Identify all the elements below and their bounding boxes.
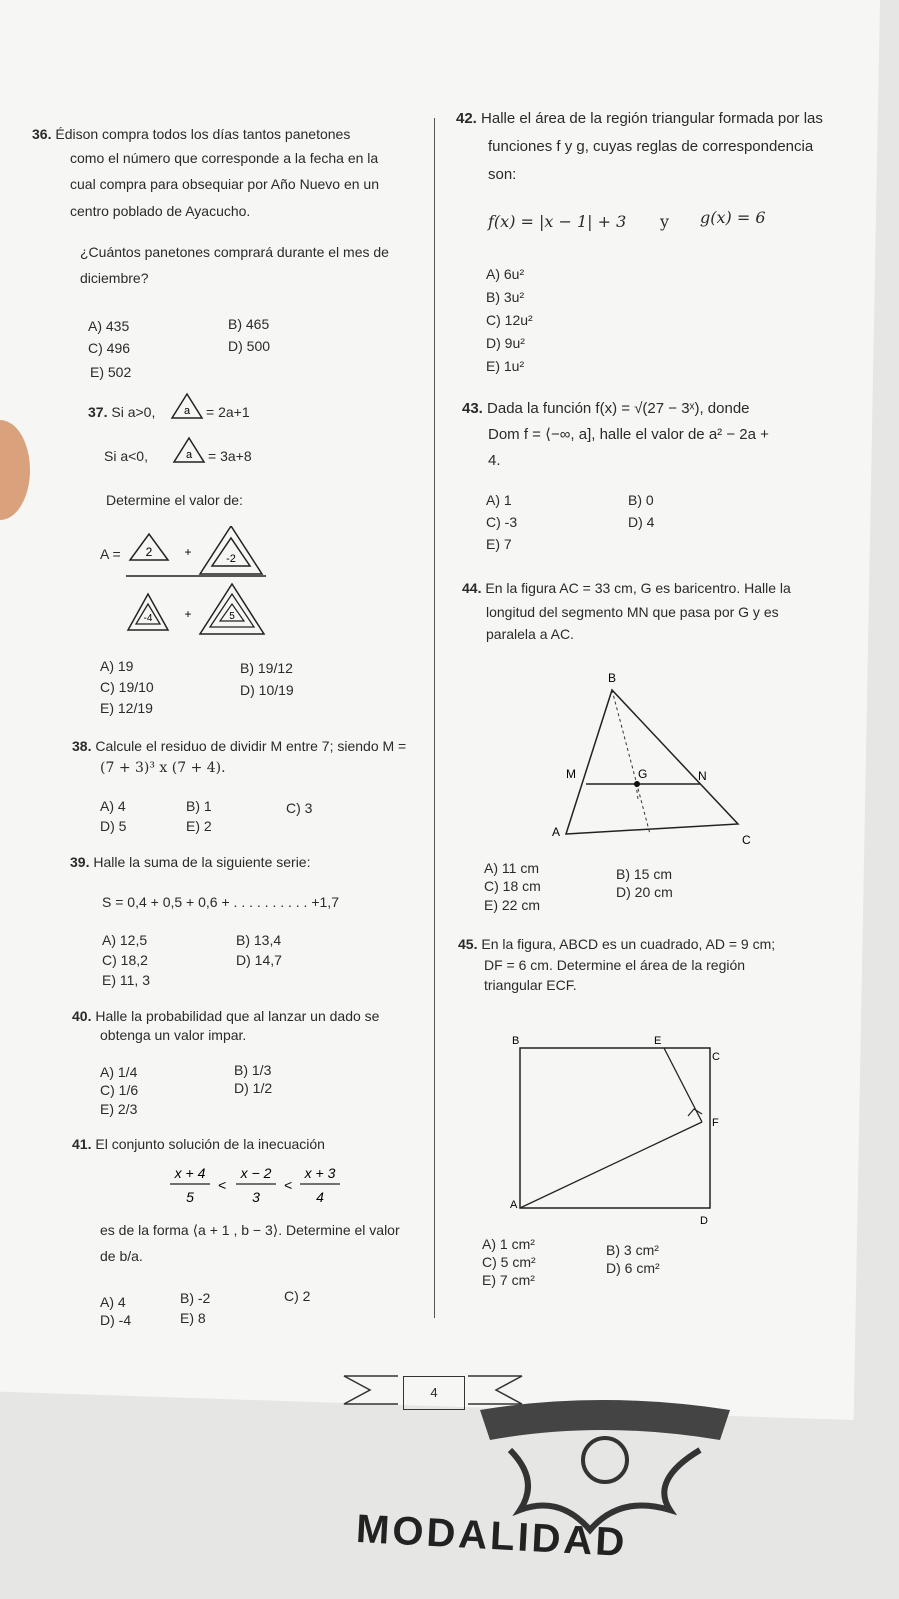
question-number: 42. (456, 110, 477, 127)
vertex-label: B (512, 1035, 520, 1047)
option-b: B) 3 cm² (606, 1242, 659, 1258)
question-text-line: En la figura AC = 33 cm, G es baricentro. Halle la (485, 580, 791, 596)
column-divider (434, 118, 435, 1318)
option-b: B) 13,4 (236, 932, 282, 948)
option-a: A) 19 (100, 658, 134, 674)
nested-triangle-fraction (126, 526, 276, 638)
question-text-line: Dom f = ⟨−∞, a], halle el valor de a² − 2a + (488, 426, 769, 443)
question-text-line: centro poblado de Ayacucho. (70, 203, 251, 219)
option-a: A) 11 cm (484, 860, 539, 876)
vertex-label: A (552, 825, 561, 839)
question-text-line: longitud del segmento MN que pasa por G y es (486, 604, 779, 620)
triangle-operator-icon (172, 436, 206, 464)
question-45 (458, 934, 775, 955)
question-text-line: (7̇ + 3)³ x (7̇ + 4). (100, 760, 226, 776)
page-number: 4 (403, 1376, 465, 1410)
vertex-label: F (712, 1117, 719, 1129)
option-e: E) 7 cm² (482, 1272, 535, 1288)
svg-text:+: + (184, 607, 192, 621)
a-label: A = (100, 546, 121, 562)
condition-2: Si a<0, (104, 448, 148, 464)
option-c: C) 1/6 (100, 1082, 139, 1098)
option-d: D) 1/2 (234, 1080, 273, 1096)
option-a: A) 6u² (486, 266, 525, 282)
fraction-numerator: x + 3 (304, 1165, 336, 1181)
formula-f: f(x) = |x − 1| + 3 (488, 212, 627, 231)
question-42 (456, 108, 823, 129)
option-b: B) 19/12 (240, 660, 293, 676)
vertex-label: G (638, 767, 648, 781)
option-e: E) 7 (486, 536, 512, 552)
condition-1-rule: = 2a+1 (206, 404, 250, 420)
vertex-label: B (608, 671, 617, 685)
question-number: 36. (32, 126, 52, 142)
option-d: D) 20 cm (616, 884, 673, 900)
inequality-formula (160, 1160, 360, 1210)
question-number: 41. (72, 1136, 92, 1152)
fraction-denominator: 3 (252, 1189, 260, 1205)
question-text-line: funciones f y g, cuyas reglas de correspondencia (488, 138, 814, 155)
question-text-line: es de la forma ⟨a + 1 , b − 3⟩. Determine el valor (100, 1222, 400, 1238)
less-than: < (283, 1177, 293, 1193)
question-number: 38. (72, 738, 92, 754)
less-than: < (217, 1177, 227, 1193)
option-b: B) 0 (628, 492, 654, 508)
vertex-label: N (698, 769, 707, 783)
option-c: C) -3 (486, 514, 518, 530)
option-a: A) 1 (486, 492, 512, 508)
question-text-line: DF = 6 cm. Determine el área de la región (484, 957, 746, 973)
question-text-line: paralela a AC. (486, 626, 574, 642)
option-b: B) 1/3 (234, 1062, 272, 1078)
question-number: 37. (88, 404, 108, 420)
option-e: E) 1u² (486, 358, 525, 374)
question-43 (462, 398, 750, 419)
triangle-value: 5 (229, 611, 235, 622)
vertex-label: E (654, 1035, 662, 1047)
option-a: A) 1 cm² (482, 1236, 535, 1252)
question-44 (462, 578, 791, 599)
question-number: 43. (462, 400, 483, 417)
question-number: 40. (72, 1008, 92, 1024)
triangle-value: 2 (145, 545, 153, 559)
question-text-line: Calcule el residuo de dividir M entre 7; siendo M = (95, 738, 407, 754)
option-d: D) -4 (100, 1312, 132, 1328)
triangle-operator-icon (170, 392, 204, 420)
option-b: B) 1 (186, 798, 212, 814)
vertex-label: M (566, 767, 576, 781)
condition-2-rule: = 3a+8 (208, 448, 252, 464)
question-text-line: Halle el área de la región triangular formada por las (481, 110, 823, 127)
option-c: C) 496 (88, 340, 131, 356)
question-text-line: Édison compra todos los días tantos panetones (55, 126, 351, 142)
triangle-value: -2 (226, 553, 236, 565)
question-number: 39. (70, 854, 90, 870)
vertex-label: A (510, 1199, 518, 1211)
option-d: D) 5 (100, 818, 127, 834)
option-d: D) 9u² (486, 335, 525, 351)
question-36 (32, 124, 412, 145)
fraction-numerator: x + 4 (174, 1165, 206, 1181)
option-e: E) 502 (90, 364, 132, 380)
question-39 (70, 852, 310, 873)
question-text-line: triangular ECF. (484, 977, 577, 993)
option-e: E) 22 cm (484, 897, 541, 913)
option-a: A) 12,5 (102, 932, 148, 948)
option-b: B) -2 (180, 1290, 211, 1306)
option-e: E) 12/19 (100, 700, 153, 716)
question-text-line: Halle la suma de la siguiente serie: (93, 854, 311, 870)
square-figure (506, 1030, 736, 1230)
fraction-denominator: 4 (316, 1189, 324, 1205)
option-c: C) 12u² (486, 312, 533, 328)
triangle-label: a (185, 449, 193, 461)
option-d: D) 4 (628, 514, 655, 530)
vertex-label: C (742, 833, 751, 847)
option-a: A) 435 (88, 318, 130, 334)
question-text-line: de b/a. (100, 1248, 143, 1264)
question-text-line: Dada la función f(x) = √(27 − 3ˣ), donde (487, 400, 750, 417)
option-d: D) 500 (228, 338, 271, 354)
question-text-line: diciembre? (80, 270, 149, 286)
option-b: B) 3u² (486, 289, 525, 305)
question-text-line: Halle la probabilidad que al lanzar un dado se (95, 1008, 380, 1024)
condition-1: Si a>0, (111, 404, 156, 420)
formula-g: g(x) = 6 (700, 208, 766, 227)
option-a: A) 4 (100, 798, 126, 814)
series-formula: S = 0,4 + 0,5 + 0,6 + . . . . . . . . . . +1,7 (102, 894, 339, 910)
question-text-line: son: (488, 166, 517, 183)
fraction-numerator: x − 2 (240, 1165, 272, 1181)
triangle-value: -4 (143, 613, 153, 624)
formula-connector: y (660, 212, 670, 231)
question-text-line: como el número que corresponde a la fecha en la (70, 150, 379, 166)
question-number: 44. (462, 580, 482, 596)
question-37 (88, 402, 155, 423)
option-b: B) 465 (228, 316, 270, 332)
option-c: C) 5 cm² (482, 1254, 536, 1270)
question-text-line: cual compra para obsequiar por Año Nuevo en un (70, 176, 379, 192)
question-text-line: En la figura, ABCD es un cuadrado, AD = 9 cm; (481, 936, 776, 952)
footer-text: MODALIDAD (355, 1506, 629, 1566)
svg-text:+: + (184, 545, 192, 559)
option-e: E) 2/3 (100, 1101, 138, 1117)
question-text-line: ¿Cuántos panetones comprará durante el mes de (80, 244, 389, 260)
option-a: A) 4 (100, 1294, 126, 1310)
question-41 (72, 1134, 325, 1155)
page-ornament-left-icon (340, 1366, 400, 1414)
option-b: B) 15 cm (616, 866, 673, 882)
question-text-line: El conjunto solución de la inecuación (95, 1136, 325, 1152)
question-38 (72, 736, 406, 757)
question-40 (72, 1006, 379, 1027)
triangle-figure (540, 664, 760, 850)
option-d: D) 6 cm² (606, 1260, 660, 1276)
option-d: D) 14,7 (236, 952, 282, 968)
option-e: E) 11, 3 (102, 972, 150, 988)
fraction-denominator: 5 (186, 1189, 194, 1205)
vertex-label: C (712, 1051, 720, 1063)
option-e: E) 8 (180, 1310, 206, 1326)
option-c: C) 18,2 (102, 952, 148, 968)
option-c: C) 18 cm (484, 878, 541, 894)
option-d: D) 10/19 (240, 682, 294, 698)
triangle-label: a (183, 405, 191, 417)
option-a: A) 1/4 (100, 1064, 138, 1080)
option-e: E) 2 (186, 818, 212, 834)
vertex-label: D (700, 1215, 708, 1227)
question-number: 45. (458, 936, 478, 952)
question-text-line: 4. (488, 452, 501, 469)
question-text-line: Determine el valor de: (106, 492, 243, 508)
option-c: C) 19/10 (100, 679, 154, 695)
question-text-line: obtenga un valor impar. (100, 1027, 247, 1043)
option-c: C) 3 (286, 800, 313, 816)
option-c: C) 2 (284, 1288, 311, 1304)
